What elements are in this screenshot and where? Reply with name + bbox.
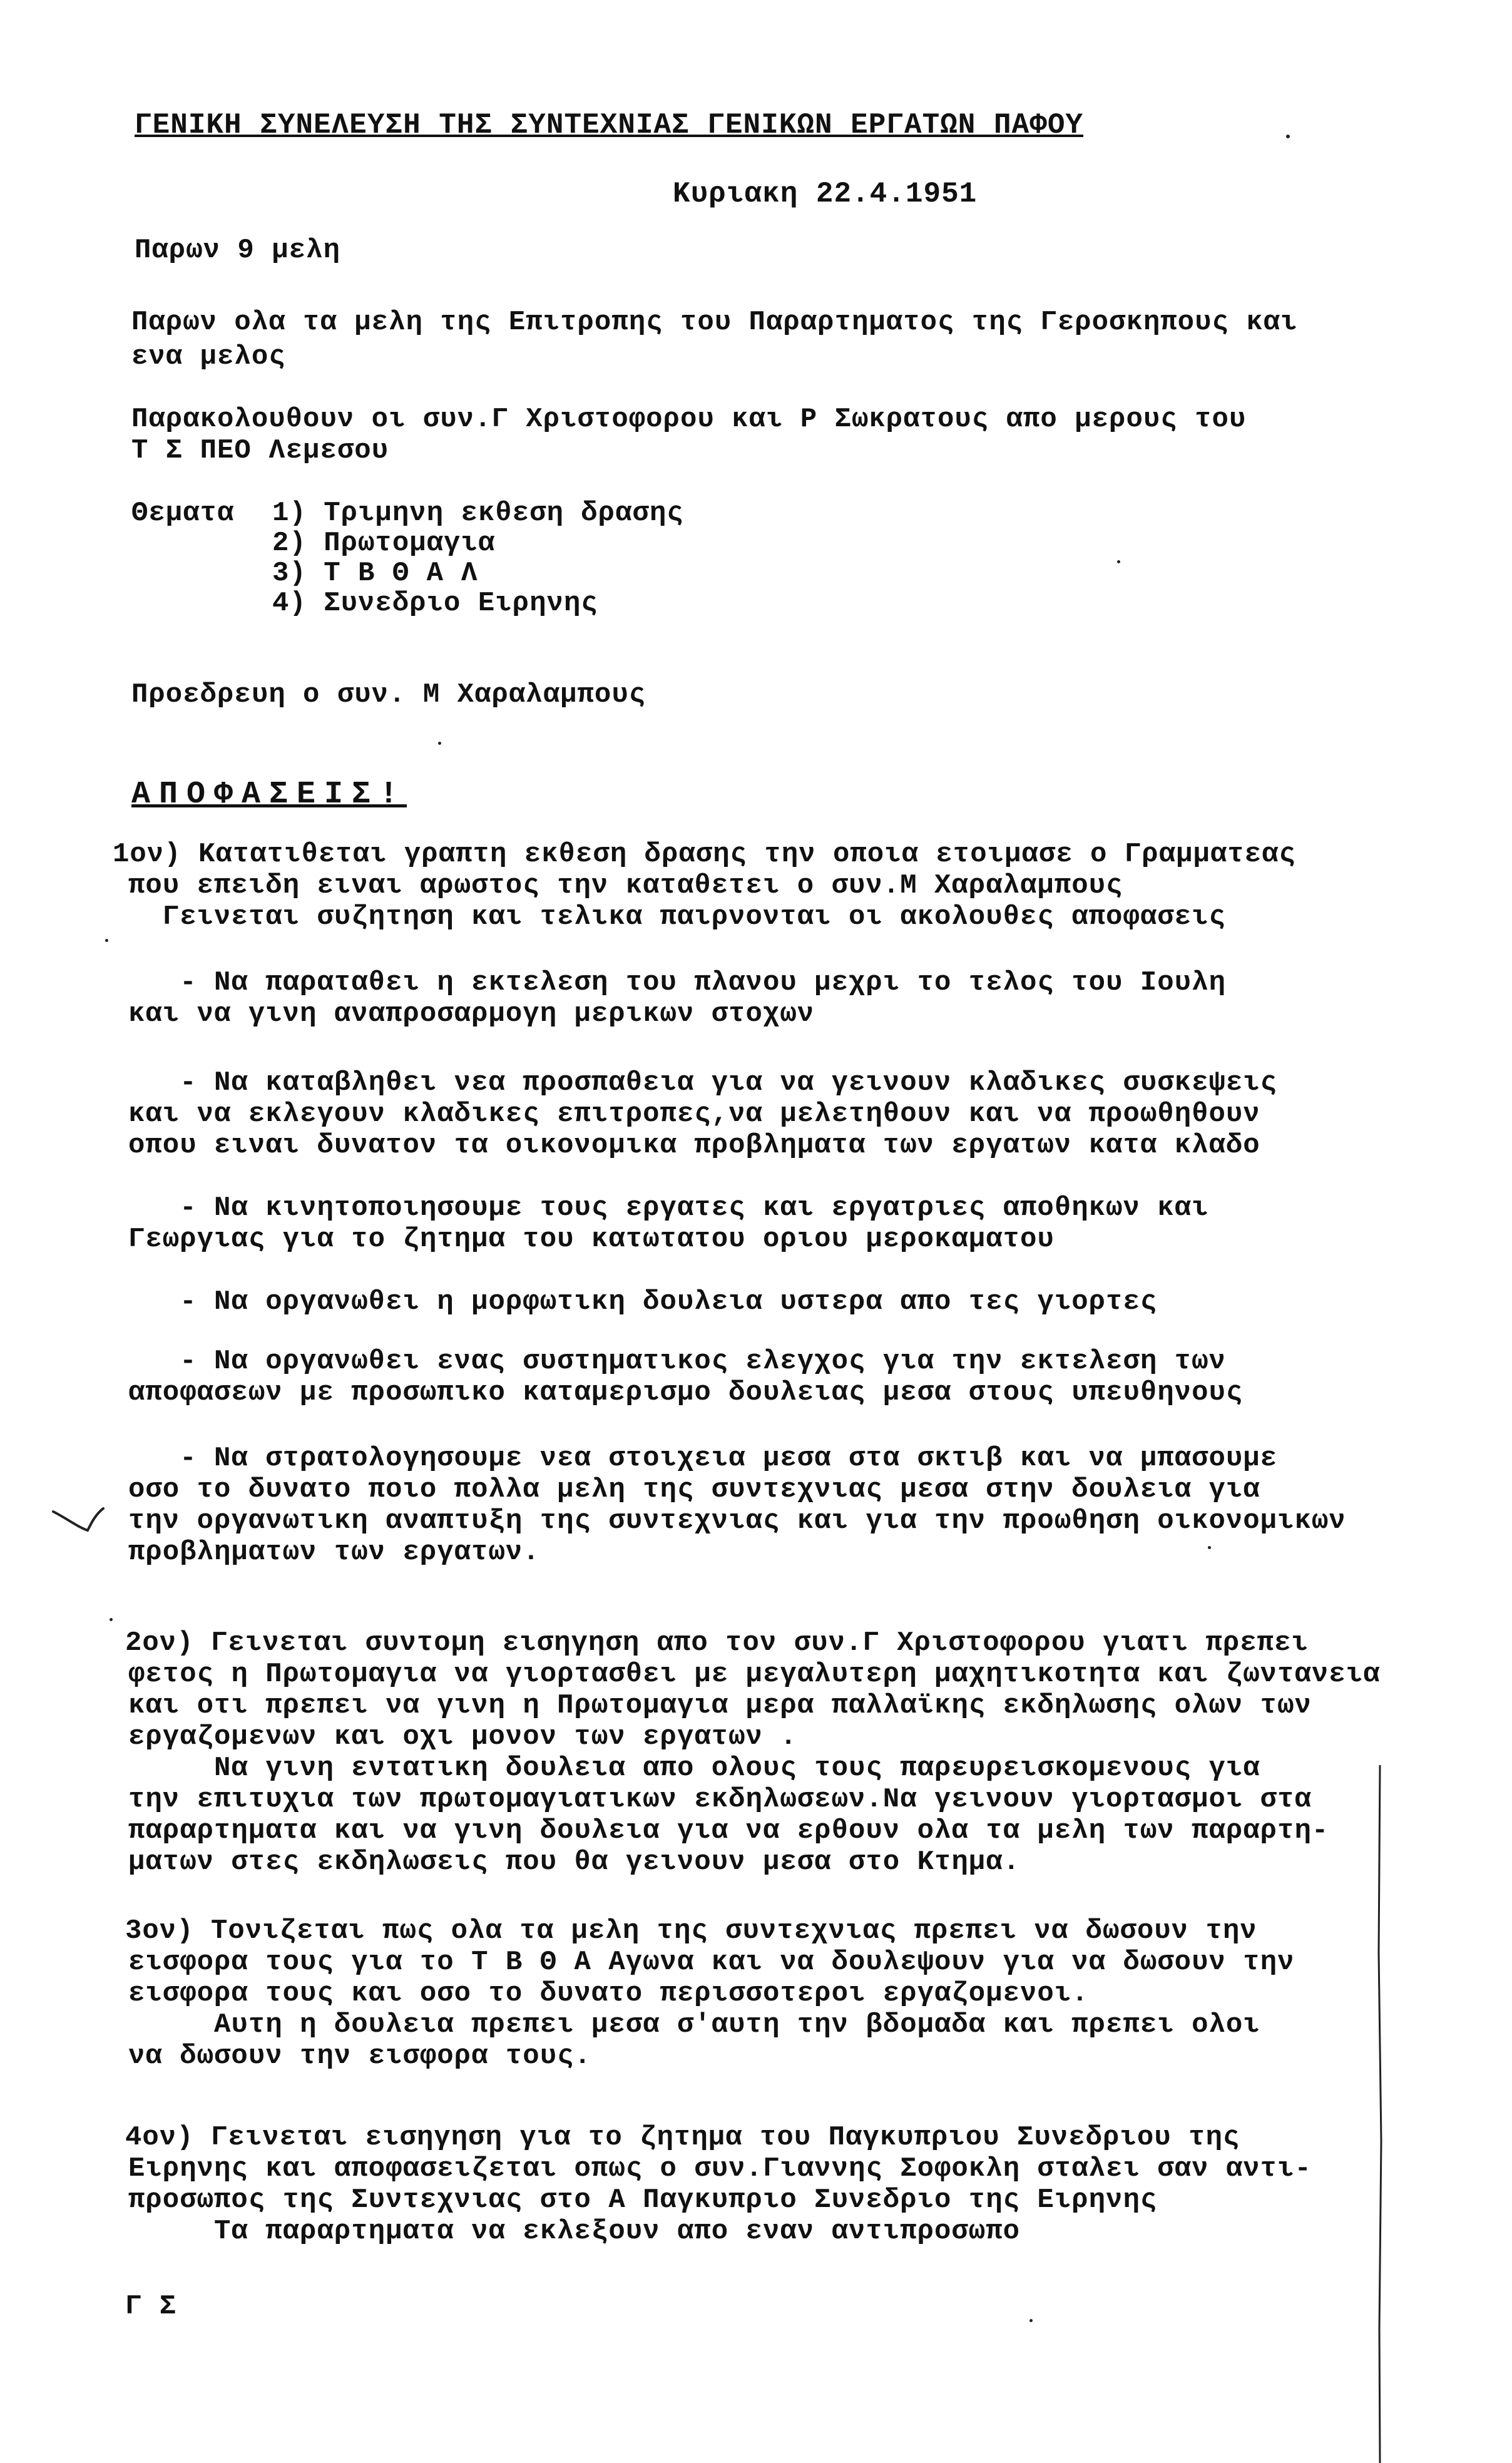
observers-line: Τ Σ ΠΕΟ Λεμεσου (131, 435, 389, 466)
decision1-point: - Να παραταθει η εκτελεση του πλανου μεχρι το τελος του Ιουλη (128, 967, 1226, 998)
decision3-line: Αυτη η δουλεια πρεπει μεσα σ'αυτη την βδομαδα και πρεπει ολοι (128, 2009, 1260, 2041)
decision1-point: αποφασεων με προσωπικο καταμερισμο δουλειας μεσα στους υπευθηνους (128, 1377, 1244, 1408)
agenda-item: 3) Τ Β Θ Α Λ (272, 558, 478, 589)
scan-speck (1117, 560, 1120, 563)
agenda-label: Θεματα (131, 498, 235, 529)
decision4-line: 4ον) Γεινεται εισηγηση για το ζητημα του Παγκυπριου Συνεδριου της (125, 2122, 1240, 2153)
decision1-line: Γεινεται συζητηση και τελικα παιρνονται οι ακολουθες αποφασεις (128, 901, 1226, 933)
decision1-point: - Να στρατολογησουμε νεα στοιχεια μεσα στα σκτιβ και να μπασουμε (128, 1443, 1278, 1474)
decision2-line: και οτι πρεπει να γινη η Πρωτομαγια μερα παλλαϊκης εκδηλωσης ολων των (128, 1690, 1312, 1721)
scan-speck (105, 939, 108, 942)
decision1-point: - Να κινητοποιησουμε τους εργατες και εργατριες αποθηκων και (128, 1192, 1209, 1224)
scan-edge-line-icon (1374, 1765, 1386, 2463)
decision3-line: 3ον) Τονιζεται πως ολα τα μελη της συντεχνιας πρεπει να δωσουν την (125, 1915, 1257, 1947)
committee-present-line: ενα μελος (131, 341, 286, 372)
scan-speck (438, 742, 441, 745)
decision1-point: Γεωργιας για το ζητημα του κατωτατου οριου μεροκαματου (128, 1224, 1055, 1255)
decision4-line: προσωπος της Συντεχνιας στο Α Παγκυπριο Συνεδριο της Ειρηνης (128, 2184, 1158, 2216)
decision2-line: ματων στες εκδηλωσεις που θα γεινουν μεσα στο Κτημα. (128, 1846, 1021, 1878)
decision1-line: που επειδη ειναι αρωστος την καταθετει ο συν.Μ Χαραλαμπους (128, 870, 1123, 901)
decisions-heading: ΑΠΟΦΑΣΕΙΣ! (131, 777, 407, 812)
decision3-line: εισφορα τους και οσο το δυνατο περισσοτεροι εργαζομενοι. (128, 1978, 1089, 2009)
agenda-item: 1) Τριμηνη εκθεση δρασης (272, 498, 684, 529)
footer-initials: Γ Σ (125, 2291, 177, 2322)
decision1-point: - Να οργανωθει η μορφωτικη δουλεια υστερα απο τες γιορτες (128, 1286, 1158, 1318)
decision2-line: εργαζομενων και οχι μονον των εργατων . (128, 1721, 797, 1753)
decision1-point: - Να οργανωθει ενας συστηματικος ελεγχος για την εκτελεση των (128, 1346, 1226, 1377)
decision1-point: και να γινη αναπροσαρμογη μερικων στοχων (128, 998, 815, 1030)
decision1-point: οσο το δυνατο ποιο πολλα μελη της συντεχνιας μεσα στην δουλεια για (128, 1474, 1260, 1505)
agenda-item: 4) Συνεδριο Ειρηνης (272, 588, 598, 619)
decision1-point: οπου ειναι δυνατον τα οικονομικα προβληματα των εργατων κατα κλαδο (128, 1130, 1260, 1161)
decision1-point: προβληματων των εργατων. (128, 1537, 540, 1568)
decision1-line: 1ον) Κατατιθεται γραπτη εκθεση δρασης την οποια ετοιμασε ο Γραμματεας (113, 839, 1296, 870)
meeting-date: Κυριακη 22.4.1951 (673, 178, 978, 210)
decision1-point: την οργανωτικη αναπτυξη της συντεχνιας και για την προωθηση οικονομικων (128, 1505, 1346, 1537)
decision2-line: φετος η Πρωτομαγια να γιορτασθει με μεγαλυτερη μαχητικοτητα και ζωντανεια (128, 1659, 1381, 1690)
decision3-line: εισφορα τους για το Τ Β Θ Α Αγωνα και να δουλεψουν για να δωσουν την (128, 1947, 1295, 1978)
margin-check-mark-icon (50, 1499, 106, 1537)
scan-speck (1029, 2319, 1033, 2322)
committee-present-line: Παρων ολα τα μελη της Επιτροπης του Παραρτηματος της Γεροσκηπους και (131, 307, 1298, 338)
document-header: ΓΕΝΙΚΗ ΣΥΝΕΛΕΥΣΗ ΤΗΣ ΣΥΝΤΕΧΝΙΑΣ ΓΕΝΙΚΩΝ ΕΡΓΑΤΩΝ ΠΑΦΟΥ (135, 109, 1084, 141)
decision1-point: και να εκλεγουν κλαδικες επιτροπες,να μελετηθουν και να προωθηθουν (128, 1098, 1260, 1130)
decision4-line: Ειρηνης και αποφασειζεται οπως ο συν.Γιαννης Σοφοκλη σταλει σαν αντι- (128, 2153, 1312, 2184)
decision2-line: την επιτυχια των πρωτομαγιατικων εκδηλωσεων.Να γεινουν γιορτασμοι στα (128, 1784, 1312, 1815)
observers-line: Παρακολουθουν οι συν.Γ Χριστοφορου και Ρ Σωκρατους απο μερους του (131, 404, 1247, 435)
members-present: Παρων 9 μελη (135, 235, 340, 266)
scan-speck (1286, 135, 1290, 138)
decision2-line: 2ον) Γεινεται συντομη εισηγηση απο τον συν.Γ Χριστοφορου γιατι πρεπει (125, 1627, 1309, 1659)
scan-speck (110, 1618, 113, 1621)
decision2-line: παραρτηματα και να γινη δουλεια για να ερθουν ολα τα μελη των παραρτη- (128, 1815, 1329, 1846)
agenda-item: 2) Πρωτομαγια (272, 528, 496, 559)
decision4-line: Τα παραρτηματα να εκλεξουν απο εναν αντιπροσωπο (128, 2216, 1021, 2247)
decision3-line: να δωσουν την εισφορα τους. (128, 2041, 591, 2072)
decision1-point: - Να καταβληθει νεα προσπαθεια για να γεινουν κλαδικες συσκεψεις (128, 1067, 1278, 1098)
chair-line: Προεδρευη ο συν. Μ Χαραλαμπους (131, 679, 646, 710)
decision2-line: Να γινη εντατικη δουλεια απο ολους τους παρευρεισκομενους για (128, 1753, 1260, 1784)
scan-speck (1208, 1546, 1211, 1549)
